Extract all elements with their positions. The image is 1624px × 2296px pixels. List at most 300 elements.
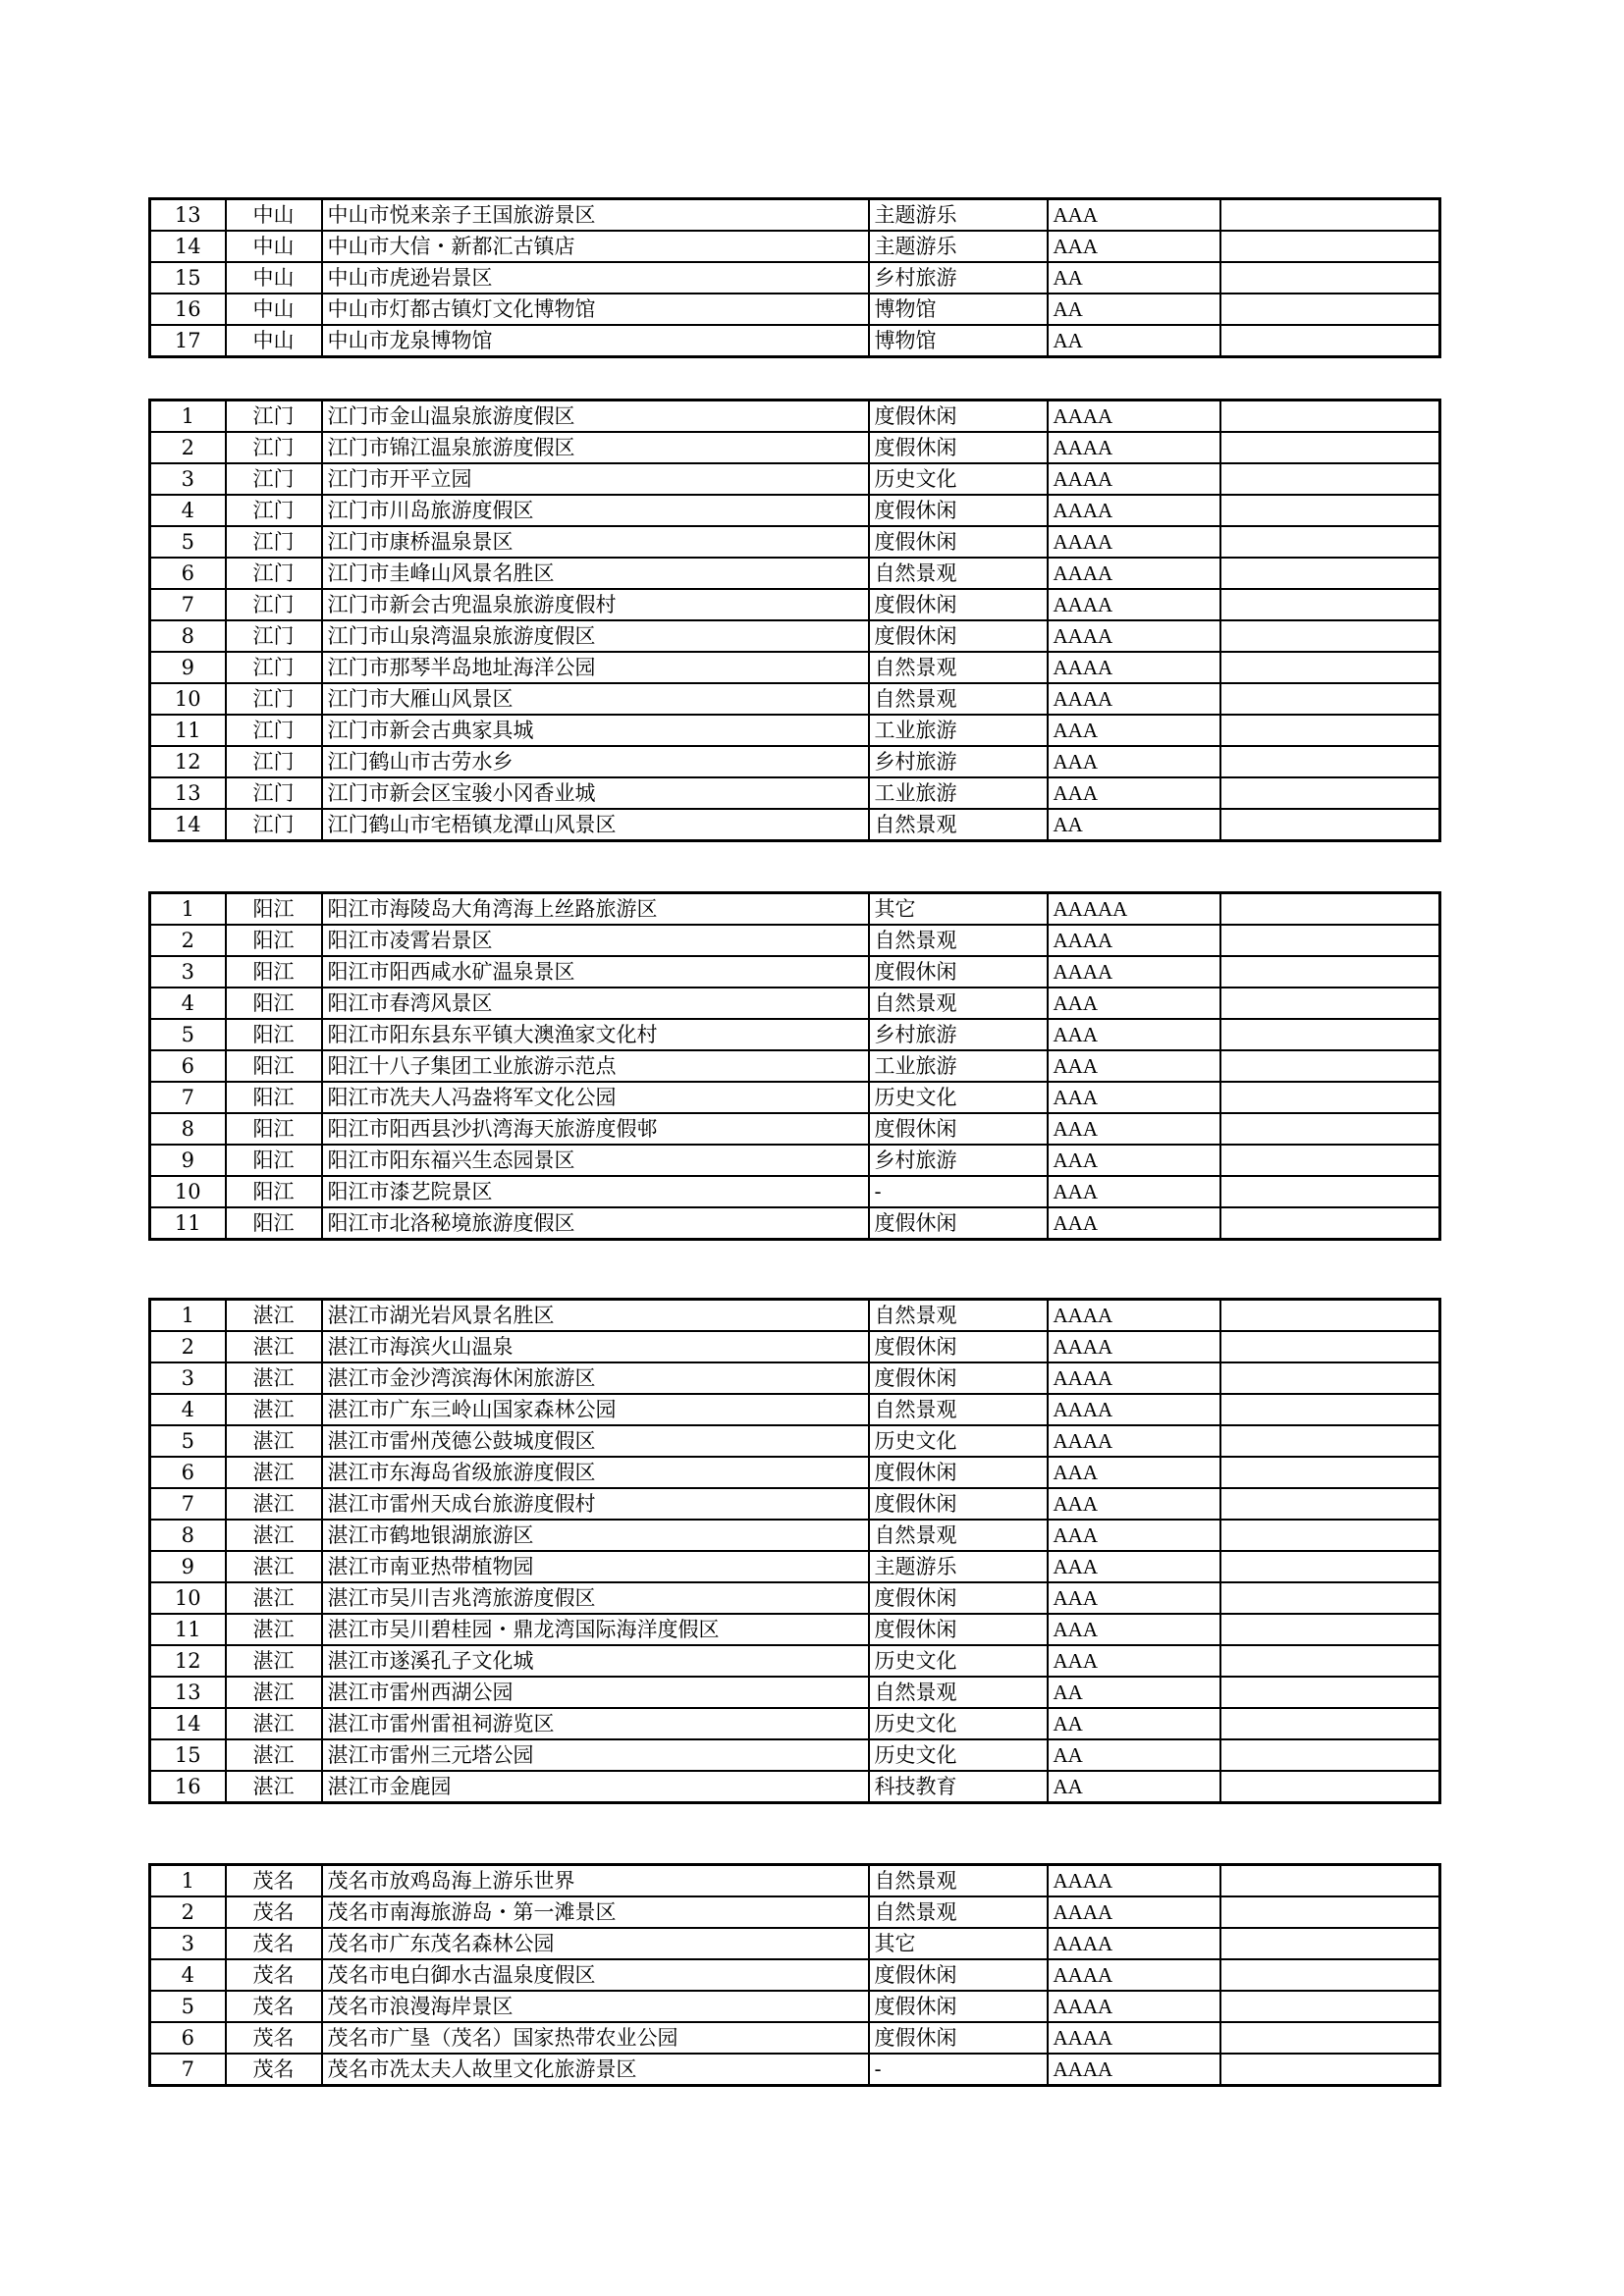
table-row	[150, 1082, 1440, 1113]
category-cell: 度假休闲	[869, 1488, 1048, 1520]
row-number-cell: 2	[150, 925, 226, 956]
row-number-cell: 8	[150, 1113, 226, 1145]
city-cell: 茂名	[226, 1991, 322, 2022]
table-row	[150, 1865, 1440, 1897]
category-cell: 乡村旅游	[869, 262, 1048, 294]
grade-cell: AAA	[1048, 1113, 1220, 1145]
category-cell: 自然景观	[869, 558, 1048, 589]
attraction-name-cell: 江门市新会古兜温泉旅游度假村	[322, 589, 869, 620]
blank-cell	[1220, 1362, 1440, 1394]
attraction-name-cell: 江门市康桥温泉景区	[322, 526, 869, 558]
attraction-name-cell: 湛江市鹤地银湖旅游区	[322, 1520, 869, 1551]
city-cell: 江门	[226, 683, 322, 715]
grade-cell: AAAA	[1048, 652, 1220, 683]
city-cell: 湛江	[226, 1708, 322, 1739]
city-cell: 中山	[226, 325, 322, 357]
table-row	[150, 1176, 1440, 1207]
table-row	[150, 1207, 1440, 1240]
blank-cell	[1220, 1457, 1440, 1488]
table-row	[150, 893, 1440, 926]
table-row	[150, 199, 1440, 232]
blank-cell	[1220, 1614, 1440, 1645]
grade-cell: AAA	[1048, 1520, 1220, 1551]
category-cell: 自然景观	[869, 683, 1048, 715]
city-cell: 湛江	[226, 1394, 322, 1425]
row-number-cell: 11	[150, 1614, 226, 1645]
attraction-name-cell: 茂名市电白御水古温泉度假区	[322, 1959, 869, 1991]
grade-cell: AAAA	[1048, 1331, 1220, 1362]
city-cell: 江门	[226, 558, 322, 589]
table-row	[150, 1928, 1440, 1959]
grade-cell: AA	[1048, 809, 1220, 841]
city-cell: 湛江	[226, 1551, 322, 1582]
city-cell: 江门	[226, 495, 322, 526]
grade-cell: AA	[1048, 1708, 1220, 1739]
city-cell: 茂名	[226, 1959, 322, 1991]
table-row	[150, 1551, 1440, 1582]
blank-cell	[1220, 620, 1440, 652]
category-cell: 工业旅游	[869, 715, 1048, 746]
grade-cell: AAAA	[1048, 400, 1220, 433]
row-number-cell: 5	[150, 1425, 226, 1457]
row-number-cell: 13	[150, 777, 226, 809]
table-row	[150, 325, 1440, 357]
attraction-name-cell: 湛江市雷州雷祖祠游览区	[322, 1708, 869, 1739]
table-row	[150, 1300, 1440, 1332]
grade-cell: AAA	[1048, 1582, 1220, 1614]
grade-cell: AAA	[1048, 1176, 1220, 1207]
grade-cell: AAA	[1048, 1551, 1220, 1582]
table-row	[150, 495, 1440, 526]
city-cell: 阳江	[226, 1207, 322, 1240]
row-number-cell: 11	[150, 715, 226, 746]
blank-cell	[1220, 893, 1440, 926]
attraction-name-cell: 中山市龙泉博物馆	[322, 325, 869, 357]
category-cell: 历史文化	[869, 1708, 1048, 1739]
city-cell: 湛江	[226, 1614, 322, 1645]
table-row	[150, 1019, 1440, 1050]
category-cell: 博物馆	[869, 325, 1048, 357]
table-row	[150, 1520, 1440, 1551]
table-row	[150, 432, 1440, 463]
grade-cell: AA	[1048, 262, 1220, 294]
city-cell: 湛江	[226, 1520, 322, 1551]
row-number-cell: 13	[150, 1677, 226, 1708]
city-cell: 阳江	[226, 1082, 322, 1113]
blank-cell	[1220, 1300, 1440, 1332]
blank-cell	[1220, 1708, 1440, 1739]
blank-cell	[1220, 2022, 1440, 2054]
city-cell: 江门	[226, 400, 322, 433]
category-cell: 自然景观	[869, 1300, 1048, 1332]
row-number-cell: 6	[150, 2022, 226, 2054]
attraction-name-cell: 湛江市湖光岩风景名胜区	[322, 1300, 869, 1332]
table-row	[150, 1959, 1440, 1991]
row-number-cell: 3	[150, 956, 226, 988]
category-cell: 历史文化	[869, 1739, 1048, 1771]
grade-cell: AA	[1048, 294, 1220, 325]
blank-cell	[1220, 746, 1440, 777]
blank-cell	[1220, 1520, 1440, 1551]
category-cell: 历史文化	[869, 1425, 1048, 1457]
blank-cell	[1220, 262, 1440, 294]
city-cell: 茂名	[226, 1928, 322, 1959]
city-cell: 阳江	[226, 1145, 322, 1176]
city-cell: 湛江	[226, 1677, 322, 1708]
table-row	[150, 715, 1440, 746]
row-number-cell: 7	[150, 2054, 226, 2086]
blank-cell	[1220, 1394, 1440, 1425]
city-cell: 阳江	[226, 1176, 322, 1207]
attraction-name-cell: 阳江十八子集团工业旅游示范点	[322, 1050, 869, 1082]
category-cell: -	[869, 2054, 1048, 2086]
row-number-cell: 13	[150, 199, 226, 232]
attraction-name-cell: 江门市圭峰山风景名胜区	[322, 558, 869, 589]
row-number-cell: 12	[150, 1645, 226, 1677]
category-cell: 度假休闲	[869, 620, 1048, 652]
blank-cell	[1220, 1865, 1440, 1897]
row-number-cell: 2	[150, 432, 226, 463]
attraction-name-cell: 江门市川岛旅游度假区	[322, 495, 869, 526]
row-number-cell: 3	[150, 1928, 226, 1959]
category-cell: 主题游乐	[869, 199, 1048, 232]
city-cell: 湛江	[226, 1771, 322, 1803]
blank-cell	[1220, 526, 1440, 558]
city-cell: 江门	[226, 715, 322, 746]
category-cell: -	[869, 1176, 1048, 1207]
attraction-name-cell: 阳江市冼夫人冯盎将军文化公园	[322, 1082, 869, 1113]
table-row	[150, 1582, 1440, 1614]
attraction-name-cell: 阳江市阳东福兴生态园景区	[322, 1145, 869, 1176]
table-row	[150, 746, 1440, 777]
blank-cell	[1220, 1425, 1440, 1457]
attraction-name-cell: 江门市那琴半岛地址海洋公园	[322, 652, 869, 683]
row-number-cell: 2	[150, 1896, 226, 1928]
attraction-name-cell: 湛江市吴川碧桂园・鼎龙湾国际海洋度假区	[322, 1614, 869, 1645]
attraction-name-cell: 湛江市雷州三元塔公园	[322, 1739, 869, 1771]
category-cell: 度假休闲	[869, 1113, 1048, 1145]
category-cell: 主题游乐	[869, 1551, 1048, 1582]
row-number-cell: 4	[150, 495, 226, 526]
category-cell: 其它	[869, 893, 1048, 926]
row-number-cell: 10	[150, 1582, 226, 1614]
category-cell: 主题游乐	[869, 231, 1048, 262]
table-row	[150, 988, 1440, 1019]
city-cell: 湛江	[226, 1300, 322, 1332]
city-cell: 阳江	[226, 893, 322, 926]
row-number-cell: 6	[150, 558, 226, 589]
city-cell: 江门	[226, 526, 322, 558]
attraction-table	[148, 1298, 1441, 1804]
row-number-cell: 1	[150, 1300, 226, 1332]
table-row	[150, 1677, 1440, 1708]
attraction-name-cell: 湛江市海滨火山温泉	[322, 1331, 869, 1362]
grade-cell: AAAA	[1048, 558, 1220, 589]
attraction-name-cell: 茂名市浪漫海岸景区	[322, 1991, 869, 2022]
grade-cell: AAA	[1048, 231, 1220, 262]
attraction-name-cell: 江门市新会古典家具城	[322, 715, 869, 746]
table-row	[150, 683, 1440, 715]
grade-cell: AAAA	[1048, 526, 1220, 558]
row-number-cell: 5	[150, 526, 226, 558]
category-cell: 工业旅游	[869, 1050, 1048, 1082]
attraction-name-cell: 湛江市雷州西湖公园	[322, 1677, 869, 1708]
row-number-cell: 6	[150, 1050, 226, 1082]
category-cell: 自然景观	[869, 988, 1048, 1019]
blank-cell	[1220, 589, 1440, 620]
category-cell: 乡村旅游	[869, 746, 1048, 777]
table-row	[150, 1645, 1440, 1677]
blank-cell	[1220, 199, 1440, 232]
category-cell: 自然景观	[869, 1394, 1048, 1425]
grade-cell: AAAA	[1048, 1865, 1220, 1897]
city-cell: 中山	[226, 294, 322, 325]
city-cell: 阳江	[226, 1019, 322, 1050]
grade-cell: AAAA	[1048, 589, 1220, 620]
grade-cell: AAA	[1048, 1614, 1220, 1645]
blank-cell	[1220, 956, 1440, 988]
attraction-name-cell: 江门市金山温泉旅游度假区	[322, 400, 869, 433]
attraction-name-cell: 湛江市吴川吉兆湾旅游度假区	[322, 1582, 869, 1614]
row-number-cell: 4	[150, 1394, 226, 1425]
category-cell: 度假休闲	[869, 956, 1048, 988]
category-cell: 度假休闲	[869, 1457, 1048, 1488]
blank-cell	[1220, 1050, 1440, 1082]
grade-cell: AAA	[1048, 1488, 1220, 1520]
row-number-cell: 4	[150, 988, 226, 1019]
city-cell: 茂名	[226, 2054, 322, 2086]
table-row	[150, 1739, 1440, 1771]
blank-cell	[1220, 652, 1440, 683]
table-row	[150, 463, 1440, 495]
grade-cell: AAA	[1048, 1207, 1220, 1240]
category-cell: 度假休闲	[869, 1362, 1048, 1394]
table-row	[150, 1457, 1440, 1488]
table-row	[150, 294, 1440, 325]
blank-cell	[1220, 432, 1440, 463]
row-number-cell: 3	[150, 463, 226, 495]
table-row	[150, 2054, 1440, 2086]
blank-cell	[1220, 1176, 1440, 1207]
attraction-name-cell: 湛江市雷州天成台旅游度假村	[322, 1488, 869, 1520]
row-number-cell: 1	[150, 1865, 226, 1897]
attraction-name-cell: 中山市灯都古镇灯文化博物馆	[322, 294, 869, 325]
grade-cell: AAA	[1048, 777, 1220, 809]
grade-cell: AAAA	[1048, 1896, 1220, 1928]
row-number-cell: 1	[150, 400, 226, 433]
grade-cell: AAAA	[1048, 683, 1220, 715]
table-row	[150, 1614, 1440, 1645]
blank-cell	[1220, 1019, 1440, 1050]
attraction-name-cell: 江门市锦江温泉旅游度假区	[322, 432, 869, 463]
attraction-name-cell: 阳江市海陵岛大角湾海上丝路旅游区	[322, 893, 869, 926]
category-cell: 历史文化	[869, 463, 1048, 495]
row-number-cell: 14	[150, 231, 226, 262]
category-cell: 度假休闲	[869, 1331, 1048, 1362]
row-number-cell: 8	[150, 620, 226, 652]
category-cell: 度假休闲	[869, 526, 1048, 558]
table-row	[150, 231, 1440, 262]
city-cell: 茂名	[226, 1896, 322, 1928]
city-cell: 江门	[226, 652, 322, 683]
attraction-name-cell: 阳江市凌霄岩景区	[322, 925, 869, 956]
blank-cell	[1220, 1645, 1440, 1677]
row-number-cell: 4	[150, 1959, 226, 1991]
blank-cell	[1220, 1739, 1440, 1771]
blank-cell	[1220, 1145, 1440, 1176]
grade-cell: AAA	[1048, 1082, 1220, 1113]
attraction-table	[148, 1863, 1441, 2087]
table-row	[150, 620, 1440, 652]
grade-cell: AAAA	[1048, 1425, 1220, 1457]
table-row	[150, 1113, 1440, 1145]
attraction-name-cell: 江门鹤山市古劳水乡	[322, 746, 869, 777]
table-row	[150, 262, 1440, 294]
category-cell: 工业旅游	[869, 777, 1048, 809]
grade-cell: AAAA	[1048, 925, 1220, 956]
blank-cell	[1220, 1959, 1440, 1991]
attraction-name-cell: 茂名市放鸡岛海上游乐世界	[322, 1865, 869, 1897]
city-cell: 阳江	[226, 1050, 322, 1082]
grade-cell: AAAA	[1048, 495, 1220, 526]
grade-cell: AAAAA	[1048, 893, 1220, 926]
city-cell: 江门	[226, 589, 322, 620]
row-number-cell: 10	[150, 1176, 226, 1207]
grade-cell: AAA	[1048, 1019, 1220, 1050]
table-row	[150, 809, 1440, 841]
city-cell: 中山	[226, 262, 322, 294]
category-cell: 度假休闲	[869, 1207, 1048, 1240]
table-row	[150, 1488, 1440, 1520]
row-number-cell: 12	[150, 746, 226, 777]
grade-cell: AAAA	[1048, 432, 1220, 463]
attraction-name-cell: 阳江市漆艺院景区	[322, 1176, 869, 1207]
row-number-cell: 14	[150, 1708, 226, 1739]
blank-cell	[1220, 1488, 1440, 1520]
grade-cell: AAAA	[1048, 1959, 1220, 1991]
attraction-name-cell: 江门市开平立园	[322, 463, 869, 495]
row-number-cell: 16	[150, 1771, 226, 1803]
blank-cell	[1220, 325, 1440, 357]
attraction-name-cell: 阳江市阳西县沙扒湾海天旅游度假邨	[322, 1113, 869, 1145]
city-cell: 湛江	[226, 1362, 322, 1394]
category-cell: 科技教育	[869, 1771, 1048, 1803]
city-cell: 湛江	[226, 1488, 322, 1520]
category-cell: 度假休闲	[869, 1991, 1048, 2022]
grade-cell: AAAA	[1048, 620, 1220, 652]
table-row	[150, 400, 1440, 433]
city-cell: 湛江	[226, 1457, 322, 1488]
blank-cell	[1220, 1113, 1440, 1145]
city-cell: 阳江	[226, 925, 322, 956]
table-row	[150, 1896, 1440, 1928]
blank-cell	[1220, 988, 1440, 1019]
blank-cell	[1220, 1928, 1440, 1959]
blank-cell	[1220, 1991, 1440, 2022]
grade-cell: AA	[1048, 1771, 1220, 1803]
blank-cell	[1220, 1771, 1440, 1803]
row-number-cell: 16	[150, 294, 226, 325]
category-cell: 自然景观	[869, 925, 1048, 956]
attraction-name-cell: 阳江市阳东县东平镇大澳渔家文化村	[322, 1019, 869, 1050]
category-cell: 自然景观	[869, 1896, 1048, 1928]
attraction-name-cell: 湛江市广东三岭山国家森林公园	[322, 1394, 869, 1425]
category-cell: 乡村旅游	[869, 1019, 1048, 1050]
attraction-name-cell: 湛江市金鹿园	[322, 1771, 869, 1803]
table-row	[150, 1362, 1440, 1394]
city-cell: 湛江	[226, 1331, 322, 1362]
table-row	[150, 589, 1440, 620]
city-cell: 阳江	[226, 1113, 322, 1145]
table-row	[150, 777, 1440, 809]
table-row	[150, 925, 1440, 956]
row-number-cell: 15	[150, 1739, 226, 1771]
row-number-cell: 14	[150, 809, 226, 841]
row-number-cell: 9	[150, 1145, 226, 1176]
blank-cell	[1220, 715, 1440, 746]
row-number-cell: 1	[150, 893, 226, 926]
category-cell: 自然景观	[869, 1520, 1048, 1551]
blank-cell	[1220, 1207, 1440, 1240]
category-cell: 度假休闲	[869, 1582, 1048, 1614]
blank-cell	[1220, 683, 1440, 715]
blank-cell	[1220, 925, 1440, 956]
grade-cell: AAAA	[1048, 1300, 1220, 1332]
city-cell: 江门	[226, 746, 322, 777]
grade-cell: AAAA	[1048, 463, 1220, 495]
blank-cell	[1220, 558, 1440, 589]
blank-cell	[1220, 777, 1440, 809]
grade-cell: AAAA	[1048, 1362, 1220, 1394]
city-cell: 江门	[226, 777, 322, 809]
table-row	[150, 652, 1440, 683]
category-cell: 度假休闲	[869, 400, 1048, 433]
city-cell: 中山	[226, 231, 322, 262]
blank-cell	[1220, 495, 1440, 526]
grade-cell: AAAA	[1048, 2054, 1220, 2086]
grade-cell: AA	[1048, 1739, 1220, 1771]
grade-cell: AAAA	[1048, 2022, 1220, 2054]
grade-cell: AA	[1048, 325, 1220, 357]
category-cell: 自然景观	[869, 809, 1048, 841]
row-number-cell: 7	[150, 1488, 226, 1520]
row-number-cell: 8	[150, 1520, 226, 1551]
attraction-name-cell: 中山市虎逊岩景区	[322, 262, 869, 294]
table-row	[150, 2022, 1440, 2054]
category-cell: 度假休闲	[869, 432, 1048, 463]
row-number-cell: 2	[150, 1331, 226, 1362]
category-cell: 其它	[869, 1928, 1048, 1959]
table-row	[150, 956, 1440, 988]
category-cell: 度假休闲	[869, 1959, 1048, 1991]
row-number-cell: 7	[150, 1082, 226, 1113]
blank-cell	[1220, 1551, 1440, 1582]
blank-cell	[1220, 231, 1440, 262]
table-row	[150, 526, 1440, 558]
row-number-cell: 3	[150, 1362, 226, 1394]
city-cell: 阳江	[226, 988, 322, 1019]
attraction-name-cell: 湛江市遂溪孔子文化城	[322, 1645, 869, 1677]
row-number-cell: 10	[150, 683, 226, 715]
row-number-cell: 6	[150, 1457, 226, 1488]
table-row	[150, 1771, 1440, 1803]
attraction-name-cell: 江门鹤山市宅梧镇龙潭山风景区	[322, 809, 869, 841]
blank-cell	[1220, 1582, 1440, 1614]
category-cell: 博物馆	[869, 294, 1048, 325]
category-cell: 乡村旅游	[869, 1145, 1048, 1176]
city-cell: 湛江	[226, 1645, 322, 1677]
grade-cell: AAAA	[1048, 1991, 1220, 2022]
